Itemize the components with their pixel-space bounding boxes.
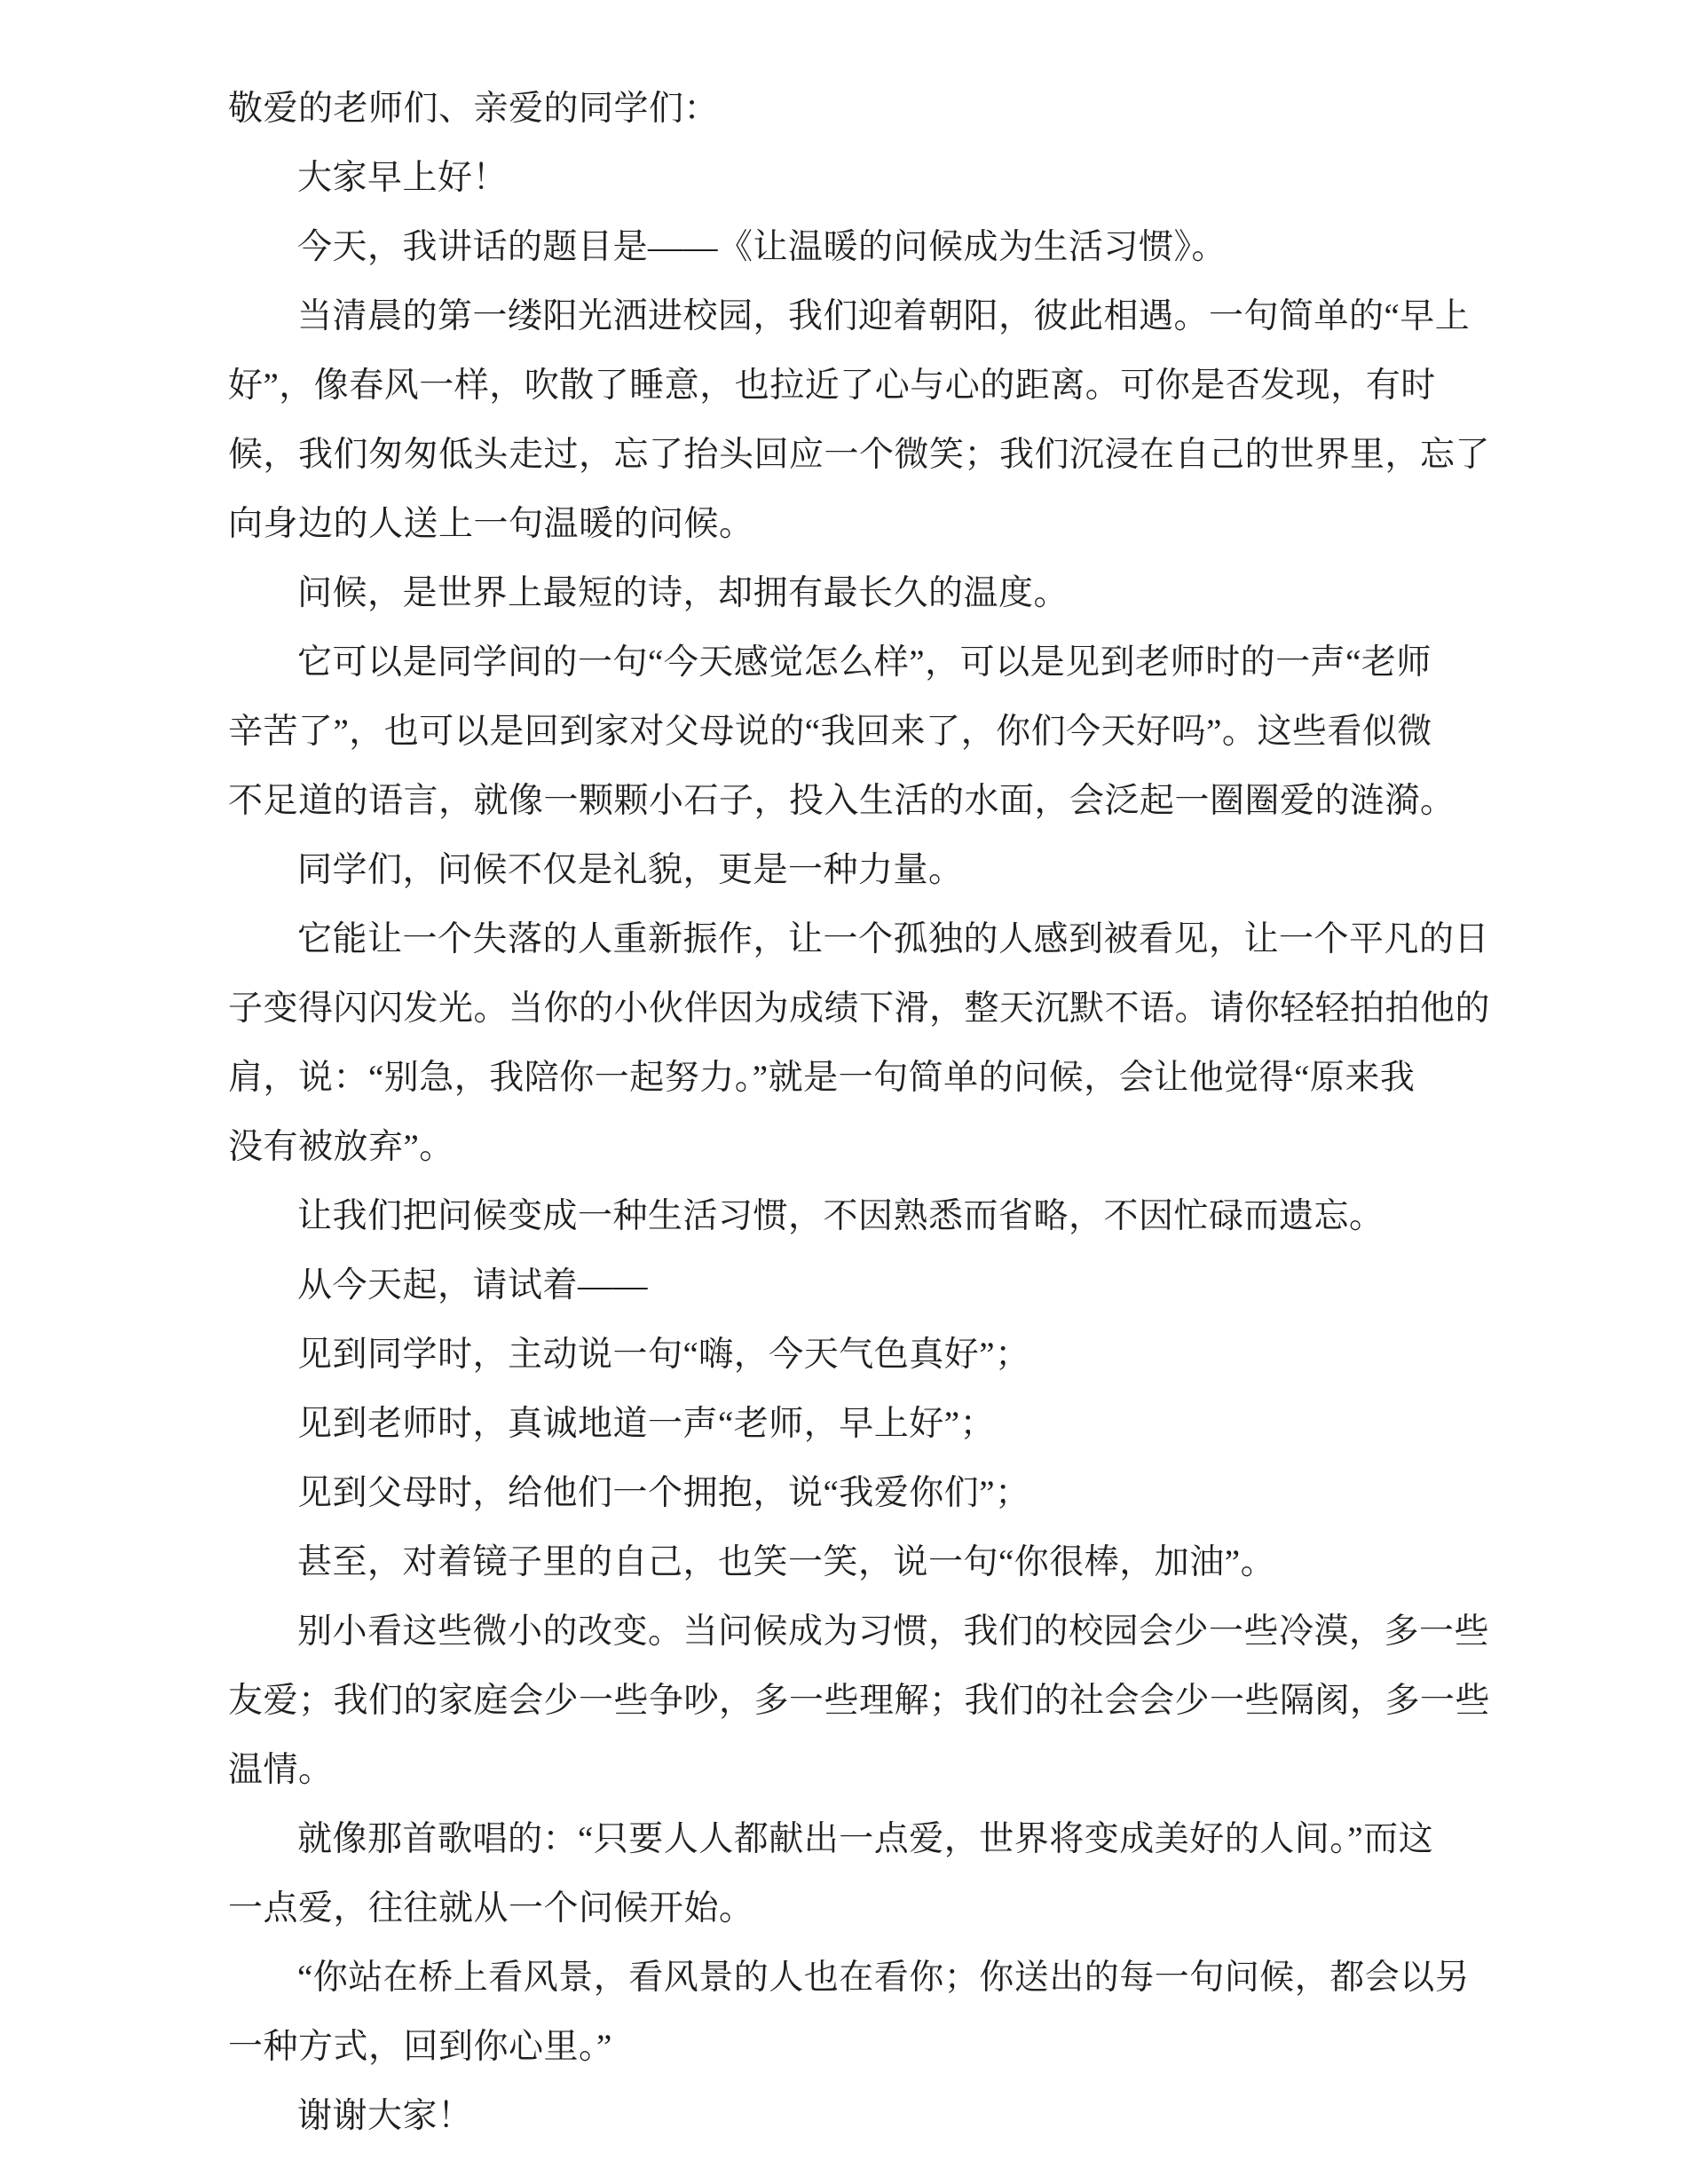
text-line: 肩，说：“别急，我陪你一起努力。”就是一句简单的问候，会让他觉得“原来我 — [228, 1059, 1416, 1097]
text-line: 它可以是同学间的一句“今天感觉怎么样”，可以是见到老师时的一声“老师 — [297, 643, 1432, 682]
text-line: 它能让一个失落的人重新振作，让一个孤独的人感到被看见，让一个平凡的日 — [297, 920, 1490, 958]
text-line: 从今天起，请试着—— — [297, 1266, 649, 1305]
text-line: 别小看这些微小的改变。当问候成为习惯，我们的校园会少一些冷漠，多一些 — [297, 1612, 1490, 1651]
text-line: “你站在桥上看风景，看风景的人也在看你；你送出的每一句问候，都会以另 — [297, 1959, 1471, 1997]
text-line: 子变得闪闪发光。当你的小伙伴因为成绩下滑，整天沉默不语。请你轻轻拍拍他的 — [228, 990, 1491, 1028]
text-line: 敬爱的老师们、亲爱的同学们： — [228, 90, 720, 128]
text-line: 没有被放弃”。 — [228, 1128, 454, 1166]
text-line: 辛苦了”，也可以是回到家对父母说的“我回来了，你们今天好吗”。这些看似微 — [228, 713, 1432, 751]
text-line: 大家早上好！ — [297, 159, 509, 197]
text-line: 好”，像春风一样，吹散了睡意，也拉近了心与心的距离。可你是否发现，有时 — [228, 367, 1436, 405]
text-line: 一点爱，往往就从一个问候开始。 — [228, 1889, 754, 1928]
text-line: 见到老师时，真诚地道一声“老师，早上好”； — [297, 1405, 996, 1443]
text-line: 问候，是世界上最短的诗，却拥有最长久的温度。 — [297, 574, 1069, 612]
text-line: 不足道的语言，就像一颗颗小石子，投入生活的水面，会泛起一圈圈爱的涟漪。 — [228, 782, 1456, 820]
text-line: 当清晨的第一缕阳光洒进校园，我们迎着朝阳，彼此相遇。一句简单的“早上 — [297, 297, 1471, 335]
text-line: 温情。 — [228, 1751, 334, 1789]
speech-text-block — [228, 75, 1491, 2151]
text-line: 谢谢大家！ — [297, 2097, 473, 2135]
text-line: 甚至，对着镜子里的自己，也笑一笑，说一句“你很棒，加油”。 — [297, 1543, 1276, 1581]
text-line: 同学们，问候不仅是礼貌，更是一种力量。 — [297, 851, 964, 889]
text-line: 就像那首歌唱的：“只要人人都献出一点爱，世界将变成美好的人间。”而这 — [297, 1820, 1434, 1858]
text-line: 今天，我讲话的题目是——《让温暖的问候成为生活习惯》。 — [297, 228, 1227, 266]
text-line: 候，我们匆匆低头走过，忘了抬头回应一个微笑；我们沉浸在自己的世界里，忘了 — [228, 436, 1491, 474]
text-line: 让我们把问候变成一种生活习惯，不因熟悉而省略，不因忙碌而遗忘。 — [297, 1197, 1384, 1235]
text-line: 见到同学时，主动说一句“嗨，今天气色真好”； — [297, 1336, 1030, 1374]
text-line: 向身边的人送上一句温暖的问候。 — [228, 505, 754, 543]
text-line: 一种方式，回到你心里。” — [228, 2028, 612, 2066]
text-line: 友爱；我们的家庭会少一些争吵，多一些理解；我们的社会会少一些隔阂，多一些 — [228, 1682, 1491, 1720]
text-line: 见到父母时，给他们一个拥抱，说“我爱你们”； — [297, 1474, 1030, 1512]
